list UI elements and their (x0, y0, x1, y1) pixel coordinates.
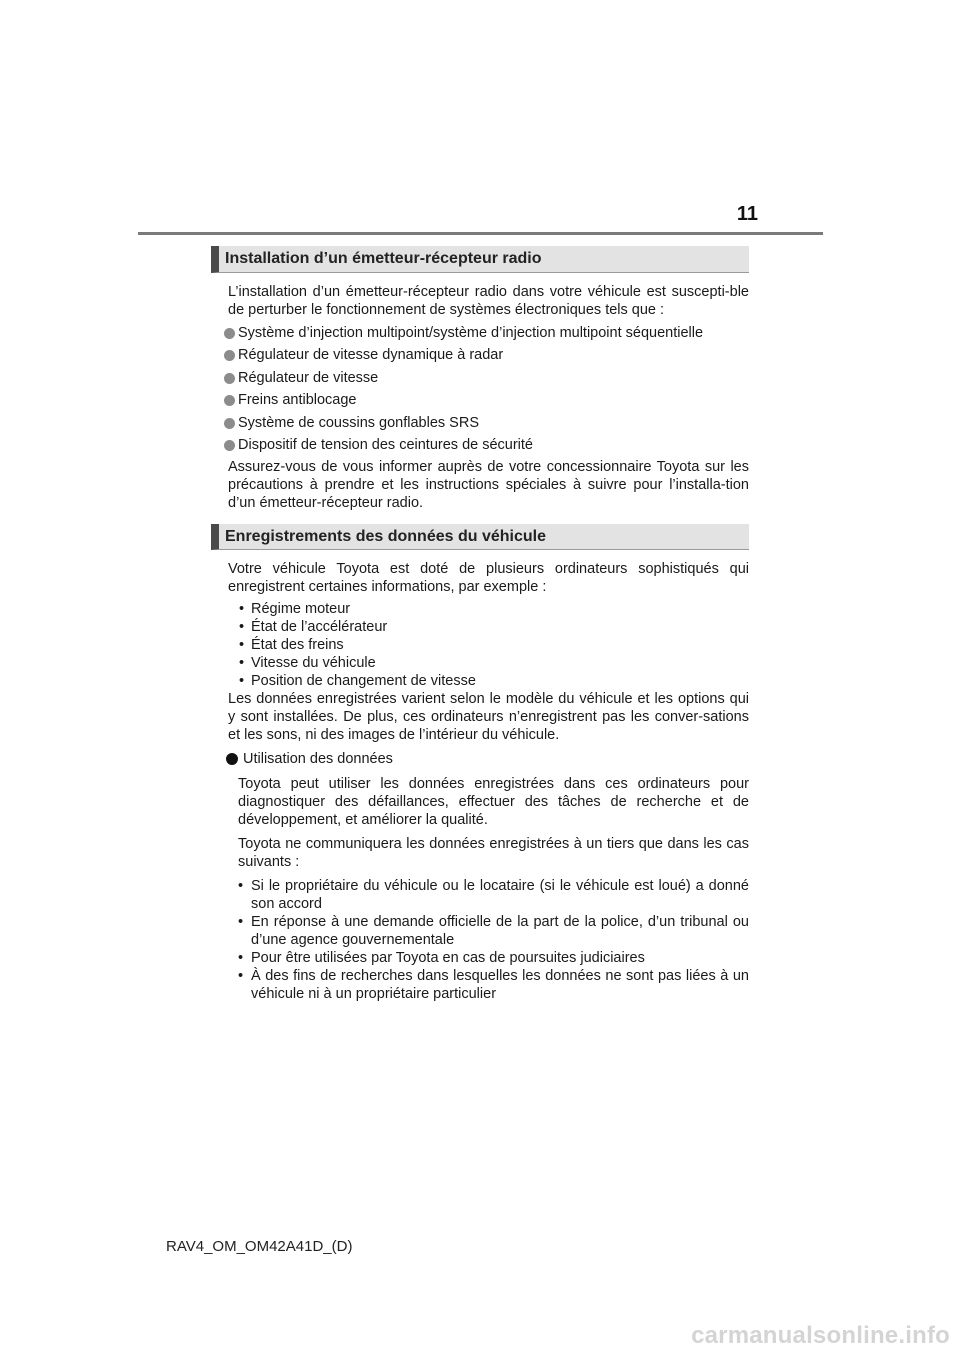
list-item: Système de coussins gonflables SRS (211, 414, 749, 432)
sharing-paragraph: Toyota ne communiquera les données enregistrées à un tiers que dans les cas suivants : (238, 836, 749, 870)
watermark: carmanualsonline.info (691, 1322, 950, 1349)
section-heading-data-records (211, 524, 749, 550)
systems-list (211, 324, 749, 455)
bullet-dot-icon (224, 418, 235, 429)
list-item: • En réponse à une demande officielle de la part de la police, d’un tribunal ou d’une agence gouvernementale (238, 914, 749, 948)
header-rule (138, 232, 823, 235)
list-item: • État de l’accélérateur (239, 619, 388, 635)
bullet-dot-icon (224, 373, 235, 384)
outro-paragraph: Assurez-vous de vous informer auprès de votre concessionnaire Toyota sur les précautions à prendre et les instructions spéciales à suivre pour l’installa-tion d’un émetteur-récepteur radio. (228, 459, 749, 511)
cases-list (211, 877, 749, 1003)
section-title: Installation d’un émetteur-récepteur radio (225, 250, 542, 267)
footer-code: RAV4_OM_OM42A41D_(D) (166, 1238, 353, 1255)
bullet-dot-icon (224, 328, 235, 339)
list-item: Dispositif de tension des ceintures de sécurité (211, 436, 749, 454)
section-heading-radio (211, 246, 749, 273)
subheading-data-usage: Utilisation des données (211, 750, 749, 768)
page-content (211, 246, 749, 1003)
list-item: • Régime moteur (239, 601, 351, 617)
usage-paragraph: Toyota peut utiliser les données enregistrées dans ces ordinateurs pour diagnostiquer des défaillances, effectuer des tâches de recherche et de développement, et améliorer la qualité. (238, 776, 749, 828)
intro-paragraph: L’installation d’un émetteur-récepteur radio dans votre véhicule est suscepti-ble de perturber le fonctionnement de systèmes électroniques tels que : (228, 284, 749, 318)
bullet-dot-icon (224, 440, 235, 451)
list-item: • Vitesse du véhicule (239, 655, 376, 671)
page-number: 11 (736, 203, 758, 225)
list-item: • Si le propriétaire du véhicule ou le locataire (si le véhicule est loué) a donné son accord (238, 878, 749, 912)
list-item: Système d’injection multipoint/système d’injection multipoint séquentielle (211, 324, 749, 342)
list-item: • Pour être utilisées par Toyota en cas de poursuites judiciaires (238, 950, 645, 966)
intro-paragraph: Votre véhicule Toyota est doté de plusieurs ordinateurs sophistiqués qui enregistrent certaines informations, par exemple : (228, 561, 749, 595)
list-item: • Position de changement de vitesse (239, 673, 476, 689)
list-item: Freins antiblocage (211, 391, 749, 409)
list-item: Régulateur de vitesse (211, 369, 749, 387)
list-item: • À des fins de recherches dans lesquelles les données ne sont pas liées à un véhicule ni à un propriétaire particulier (238, 968, 749, 1002)
section-title: Enregistrements des données du véhicule (225, 527, 546, 545)
list-item: • État des freins (239, 637, 344, 653)
note-paragraph: Les données enregistrées varient selon le modèle du véhicule et les options qui y sont installées. De plus, ces ordinateurs n’enregistrent pas les conver-sations et les sons, ni des images de l’intérieur du véhicule. (228, 691, 749, 743)
records-list (211, 600, 749, 690)
bullet-dot-icon (224, 395, 235, 406)
list-item: Régulateur de vitesse dynamique à radar (211, 346, 749, 364)
bullet-dot-icon (226, 753, 238, 765)
bullet-dot-icon (224, 350, 235, 361)
